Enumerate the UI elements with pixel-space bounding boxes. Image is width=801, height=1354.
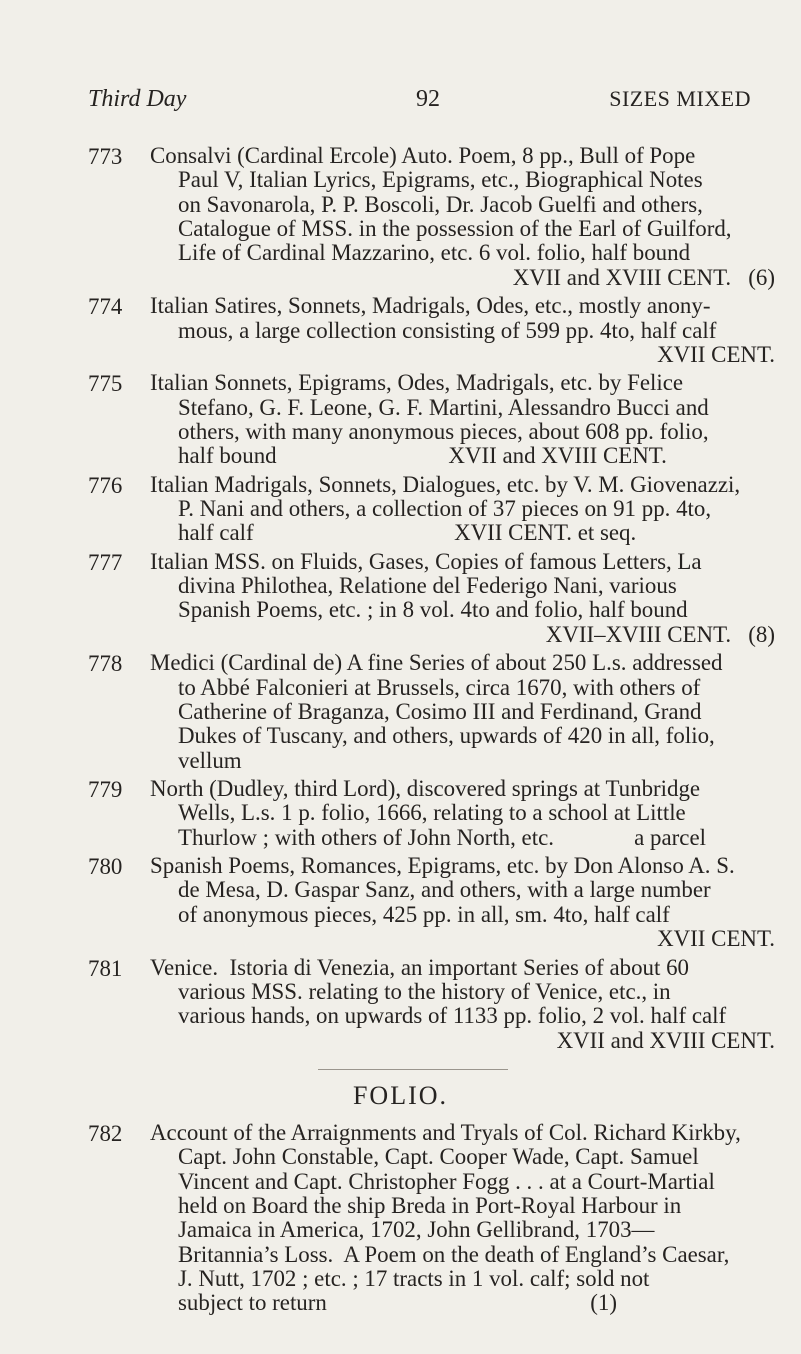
page-number: 92 [416, 86, 440, 112]
lot-description [150, 956, 775, 1053]
description-line: Account of the Arraignments and Tryals of Col. Richard Kirkby, [150, 1119, 741, 1145]
description-line: Consalvi (Cardinal Ercole) Auto. Poem, 8 pp., Bull of Pope [150, 143, 696, 168]
lot-description [150, 777, 775, 850]
description-line: Italian Sonnets, Epigrams, Odes, Madrigals, etc. by Felice [150, 370, 684, 396]
description-line: Thurlow ; with others of John North, etc. a parcel [178, 824, 706, 850]
running-head-day: Third Day [88, 86, 187, 112]
description-line: Italian Satires, Sonnets, Madrigals, Odes, etc., mostly anony- [150, 293, 711, 319]
description-line: held on Board the ship Breda in Port-Royal Harbour in [178, 1193, 682, 1219]
lot-number: 780 [88, 854, 123, 880]
lot-number: 775 [88, 371, 123, 397]
description-line: P. Nani and others, a collection of 37 pieces on 91 pp. 4to, [178, 496, 712, 522]
lot-description [150, 144, 775, 290]
lot-description [150, 651, 775, 773]
lot-description [150, 550, 775, 647]
description-line: to Abbé Falconieri at Brussels, circa 1670, with others of [178, 674, 701, 700]
description-line: half bound XVII and XVIII CENT. [178, 443, 667, 469]
description-line: Italian MSS. on Fluids, Gases, Copies of famous Letters, La [150, 548, 702, 574]
description-line: Jamaica in America, 1702, John Gellibrand, 1703— [178, 1217, 655, 1243]
section-title: FOLIO. [352, 1080, 449, 1110]
description-line: Stefano, G. F. Leone, G. F. Martini, Alessandro Bucci and [178, 394, 709, 420]
description-line: various hands, on upwards of 1133 pp. folio, 2 vol. half calf [178, 1003, 727, 1029]
description-line: on Savonarola, P. P. Boscoli, Dr. Jacob Guelfi and others, [178, 191, 703, 217]
description-line: subject to return (1) [178, 1290, 617, 1316]
description-line: Medici (Cardinal de) A fine Series of about 250 L.s. addressed [150, 650, 723, 676]
lot-number: 782 [88, 1120, 123, 1146]
lot-number: 778 [88, 651, 123, 677]
lot-date-tag: XVII and XVIII CENT. [556, 1027, 775, 1053]
lot-number: 779 [88, 776, 123, 802]
lot-number: 781 [88, 955, 123, 981]
lot-number: 773 [88, 144, 123, 169]
page-header [88, 86, 751, 122]
description-line: divina Philothea, Relatione del Federigo Nani, various [178, 573, 677, 599]
lot-date-tag: XVII–XVIII CENT. (8) [545, 621, 775, 647]
description-line: of anonymous pieces, 425 pp. in all, sm. 4to, half calf [178, 901, 670, 927]
description-line: Spanish Poems, Romances, Epigrams, etc. by Don Alonso A. S. [150, 853, 735, 879]
description-line: others, with many anonymous pieces, about 608 pp. folio, [178, 418, 709, 444]
running-head-section: SIZES MIXED [609, 86, 751, 111]
description-line: de Mesa, D. Gaspar Sanz, and others, with a large number [178, 877, 711, 903]
description-line: Capt. John Constable, Capt. Cooper Wade, Capt. Samuel [178, 1144, 699, 1170]
lot-number: 774 [88, 294, 123, 320]
description-line: Paul V, Italian Lyrics, Epigrams, etc., Biographical Notes [178, 167, 703, 193]
lot-number: 776 [88, 472, 123, 498]
section-divider [318, 1069, 508, 1070]
description-line: Britannia’s Loss. A Poem on the death of England’s Caesar, [178, 1241, 730, 1267]
lot-description [150, 1121, 775, 1316]
description-line: Dukes of Tuscany, and others, upwards of 420 in all, folio, [178, 723, 715, 749]
lot-description [150, 371, 775, 468]
description-line: Catherine of Braganza, Cosimo III and Ferdinand, Grand [178, 698, 702, 724]
description-line: mous, a large collection consisting of 599 pp. 4to, half calf [178, 317, 717, 343]
lot-date-tag: XVII and XVIII CENT. (6) [512, 264, 775, 290]
description-line: North (Dudley, third Lord), discovered springs at Tunbridge [150, 775, 701, 801]
lot-description [150, 854, 775, 951]
description-line: J. Nutt, 1702 ; etc. ; 17 tracts in 1 vol. calf; sold not [178, 1266, 650, 1292]
lot-description [150, 473, 775, 546]
description-line: vellum [178, 747, 242, 773]
description-line: Wells, L.s. 1 p. folio, 1666, relating to a school at Little [178, 800, 686, 826]
description-line: Catalogue of MSS. in the possession of the Earl of Guilford, [178, 216, 732, 242]
description-line: Italian Madrigals, Sonnets, Dialogues, etc. by V. M. Giovenazzi, [150, 471, 741, 497]
lot-date-tag: XVII CENT. [657, 926, 775, 952]
lot-number: 777 [88, 549, 123, 575]
description-line: half calf XVII CENT. et seq. [178, 520, 637, 546]
description-line: various MSS. relating to the history of Venice, etc., in [178, 978, 671, 1004]
lot-description [150, 294, 775, 367]
description-line: Spanish Poems, etc. ; in 8 vol. 4to and folio, half bound [178, 597, 688, 623]
description-line: Venice. Istoria di Venezia, an important Series of about 60 [150, 954, 689, 980]
description-line: Vincent and Capt. Christopher Fogg . . . at a Court-Martial [178, 1168, 715, 1194]
description-line: Life of Cardinal Mazzarino, etc. 6 vol. folio, half bound [178, 240, 691, 266]
lot-date-tag: XVII CENT. [657, 341, 775, 367]
